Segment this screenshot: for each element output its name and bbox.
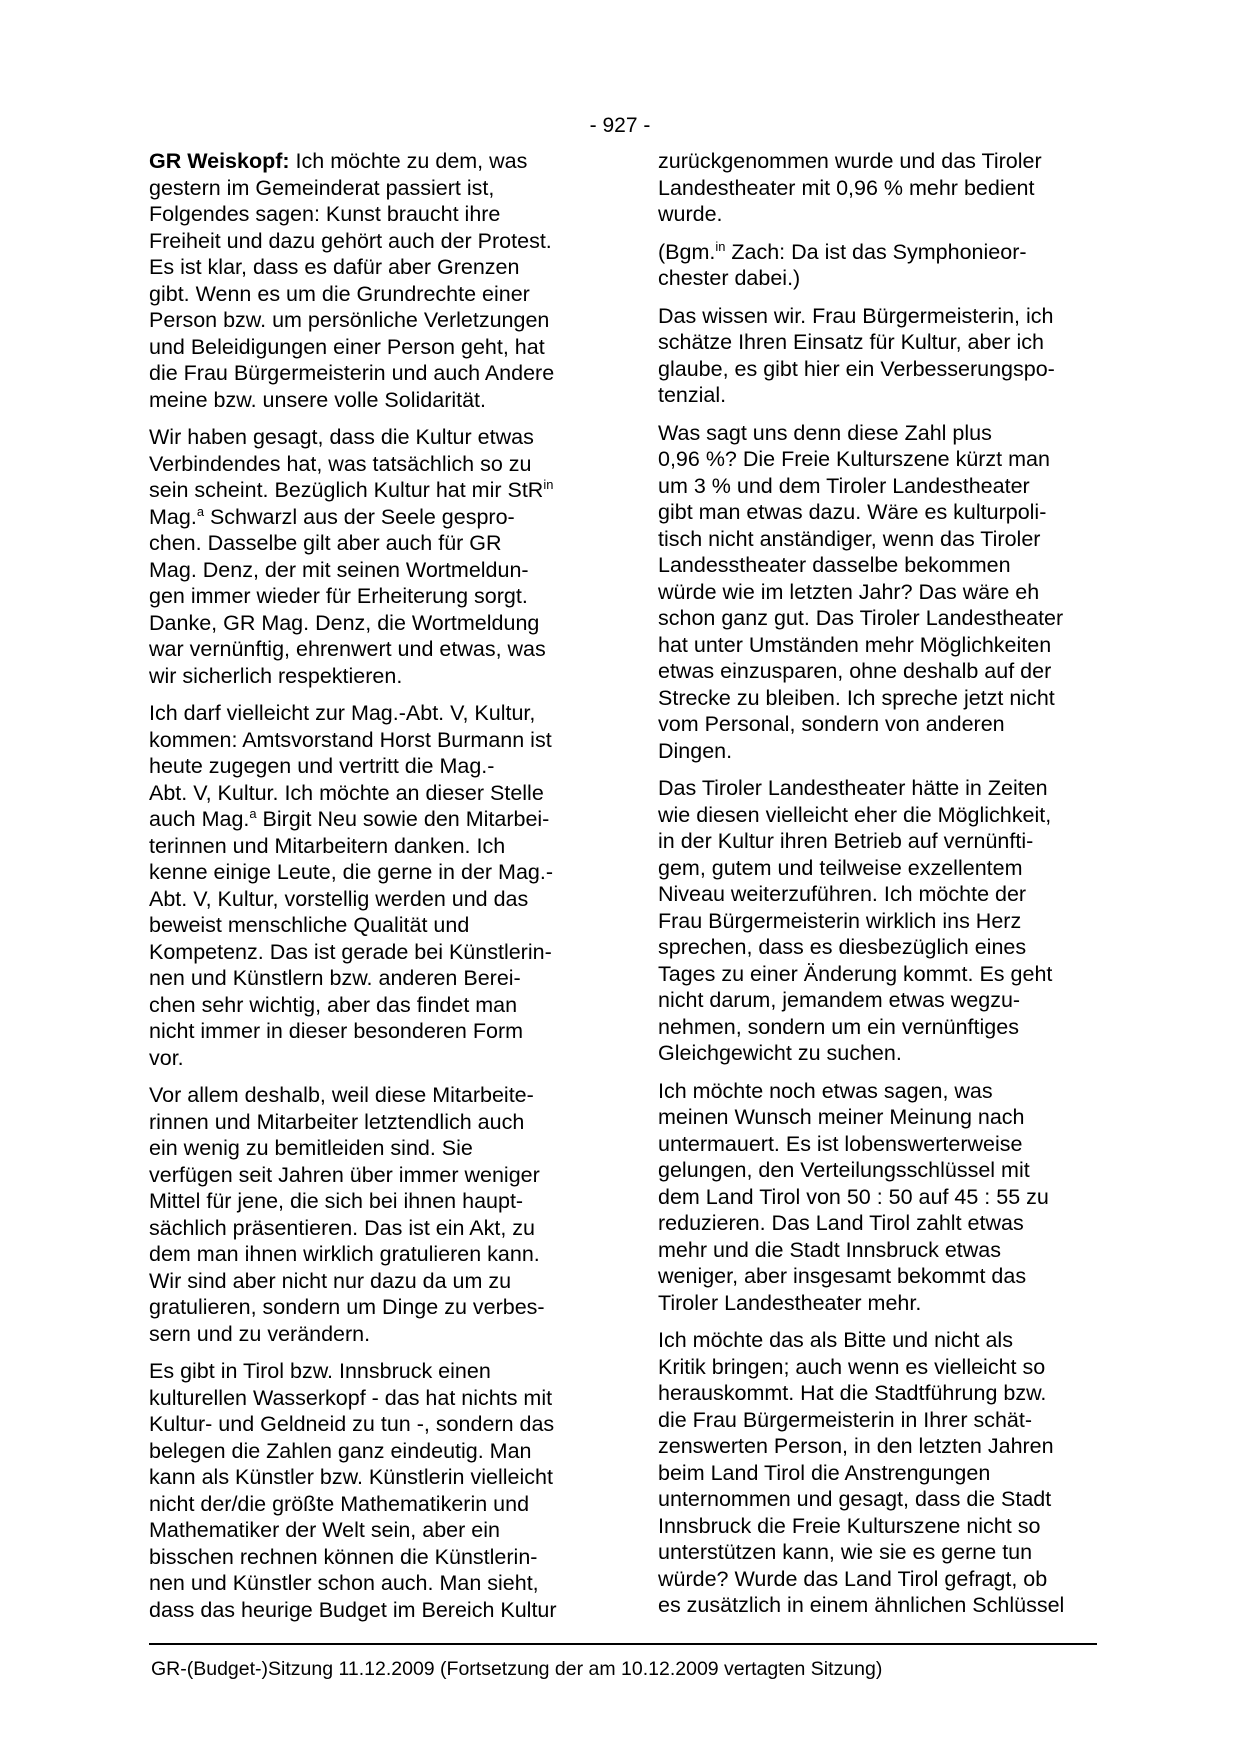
- superscript: in: [715, 238, 726, 254]
- paragraph: Das Tiroler Landestheater hätte in Zeiten wie diesen vielleicht eher die Möglichkeit, in der Kultur ihren Betrieb auf vernünfti- gem, gutem und teilweise exzellentem Niveau weiterzuführen. Ich möchte der Frau Bürgermeisterin wirklich ins Herz sprechen, dass es diesbezüglich eines Tages zu einer Änderung kommt. Es geht nicht darum, jemandem etwas wegzu- nehmen, sondern um ein vernünftiges Gleichgewicht zu suchen.: [658, 776, 1053, 1065]
- superscript: in: [543, 476, 554, 492]
- footer-divider: [149, 1643, 1097, 1645]
- text-column-left: [149, 148, 654, 1634]
- paragraph: Ich möchte das als Bitte und nicht als Kritik bringen; auch wenn es vielleicht so herauskommt. Hat die Stadtführung bzw. die Frau Bürgermeisterin in Ihrer schät- zenswerten Person, in den letzten Jahren beim Land Tirol die Anstrengungen unternommen und gesagt, dass die Stadt Innsbruck die Freie Kulturszene nicht so unterstützen kann, wie sie es gerne tun würde? Wurde das Land Tirol gefragt, ob es zusätzlich in einem ähnlichen Schlüssel: [658, 1328, 1065, 1617]
- paragraph: Vor allem deshalb, weil diese Mitarbeite- rinnen und Mitarbeiter letztendlich auch ein wenig zu bemitleiden sind. Sie verfügen seit Jahren über immer weniger Mittel für jene, die sich bei ihnen haupt- sächlich präsentieren. Das ist ein Akt, zu dem man ihnen wirklich gratulieren kann. Wir sind aber nicht nur dazu da um zu gratulieren, sondern um Dinge zu verbes- sern und zu verändern.: [149, 1083, 545, 1346]
- paragraph: Das wissen wir. Frau Bürgermeisterin, ich schätze Ihren Einsatz für Kultur, aber ich glaube, es gibt hier ein Verbesserungspo- tenzial.: [658, 303, 1055, 407]
- paragraph: Ich möchte noch etwas sagen, was meinen Wunsch meiner Meinung nach untermauert. Es ist lobenswerterweise gelungen, den Verteilungsschlüssel mit dem Land Tirol von 50 : 50 auf 45 : 55 zu reduzieren. Das Land Tirol zahlt etwas mehr und die Stadt Innsbruck etwas weniger, aber insgesamt bekommt das Tiroler Landestheater mehr.: [658, 1078, 1049, 1315]
- superscript: a: [196, 503, 204, 519]
- paragraph: Es gibt in Tirol bzw. Innsbruck einen kulturellen Wasserkopf - das hat nichts mit Kultur- und Geldneid zu tun -, sondern das belegen die Zahlen ganz eindeutig. Man kann als Künstler bzw. Künstlerin vielleicht nicht der/die größte Mathematikerin und Mathematiker der Welt sein, aber ein bisschen rechnen können die Künstlerin- nen und Künstler schon auch. Man sieht, dass das heurige Budget im Bereich Kultur: [149, 1359, 557, 1622]
- paragraph: GR Weiskopf: Ich möchte zu dem, was gestern im Gemeinderat passiert ist, Folgendes sagen: Kunst braucht ihre Freiheit und dazu gehört auch der Protest. Es ist klar, dass es dafür aber Grenzen gibt. Wenn es um die Grundrechte einer Person bzw. um persönliche Verletzungen und Beleidigungen einer Person geht, hat die Frau Bürgermeisterin und auch Andere meine bzw. unsere volle Solidarität.: [149, 149, 555, 412]
- text-column-right: [658, 148, 1163, 1630]
- paragraph: (Bgm.$^{in}$ Zach: Da ist das Symphonieor- chester dabei.): [658, 238, 1027, 290]
- page-number: - 927 -: [589, 114, 651, 137]
- paragraph: Ich darf vielleicht zur Mag.-Abt. V, Kultur, kommen: Amtsvorstand Horst Burmann ist heute zugegen und vertritt die Mag.- Abt. V, Kultur. Ich möchte an dieser Stelle auch Mag.$^a$ Birgit Neu sowie den Mitarbei- terinnen und Mitarbeitern danken. Ich kenne einige Leute, die gerne in der Mag.- Abt. V, Kultur, vorstellig werden und das beweist menschliche Qualität und Kompetenz. Das ist gerade bei Künstlerin- nen und Künstlern bzw. anderen Berei- chen sehr wichtig, aber das findet man nicht immer in dieser besonderen Form vor.: [149, 701, 553, 1070]
- speaker-name: GR Weiskopf:: [149, 149, 290, 173]
- paragraph: Was sagt uns denn diese Zahl plus 0,96 %? Die Freie Kulturszene kürzt man um 3 % und dem Tiroler Landestheater gibt man etwas dazu. Wäre es kulturpoli- tisch nicht anständiger, wenn das Tiroler Landesstheater dasselbe bekommen würde wie im letzten Jahr? Das wäre eh schon ganz gut. Das Tiroler Landestheater hat unter Umständen mehr Möglichkeiten etwas einzusparen, ohne deshalb auf der Strecke zu bleiben. Ich spreche jetzt nicht vom Personal, sondern von anderen Dingen.: [658, 420, 1064, 763]
- footer-text: GR-(Budget-)Sitzung 11.12.2009 (Fortsetzung der am 10.12.2009 vertagten Sitzung): [151, 1658, 883, 1680]
- paragraph: Wir haben gesagt, dass die Kultur etwas Verbindendes hat, was tatsächlich so zu sein scheint. Bezüglich Kultur hat mir StR$^{in}$ Mag.$^a$ Schwarzl aus der Seele gespro- chen. Dasselbe gilt aber auch für GR Mag. Denz, der mit seinen Wortmeldun- gen immer wieder für Erheiterung sorgt. Danke, GR Mag. Denz, die Wortmeldung war vernünftig, ehrenwert und etwas, was wir sicherlich respektieren.: [149, 425, 554, 688]
- superscript: a: [249, 805, 257, 821]
- paragraph: zurückgenommen wurde und das Tiroler Landestheater mit 0,96 % mehr bedient wurde.: [658, 149, 1042, 226]
